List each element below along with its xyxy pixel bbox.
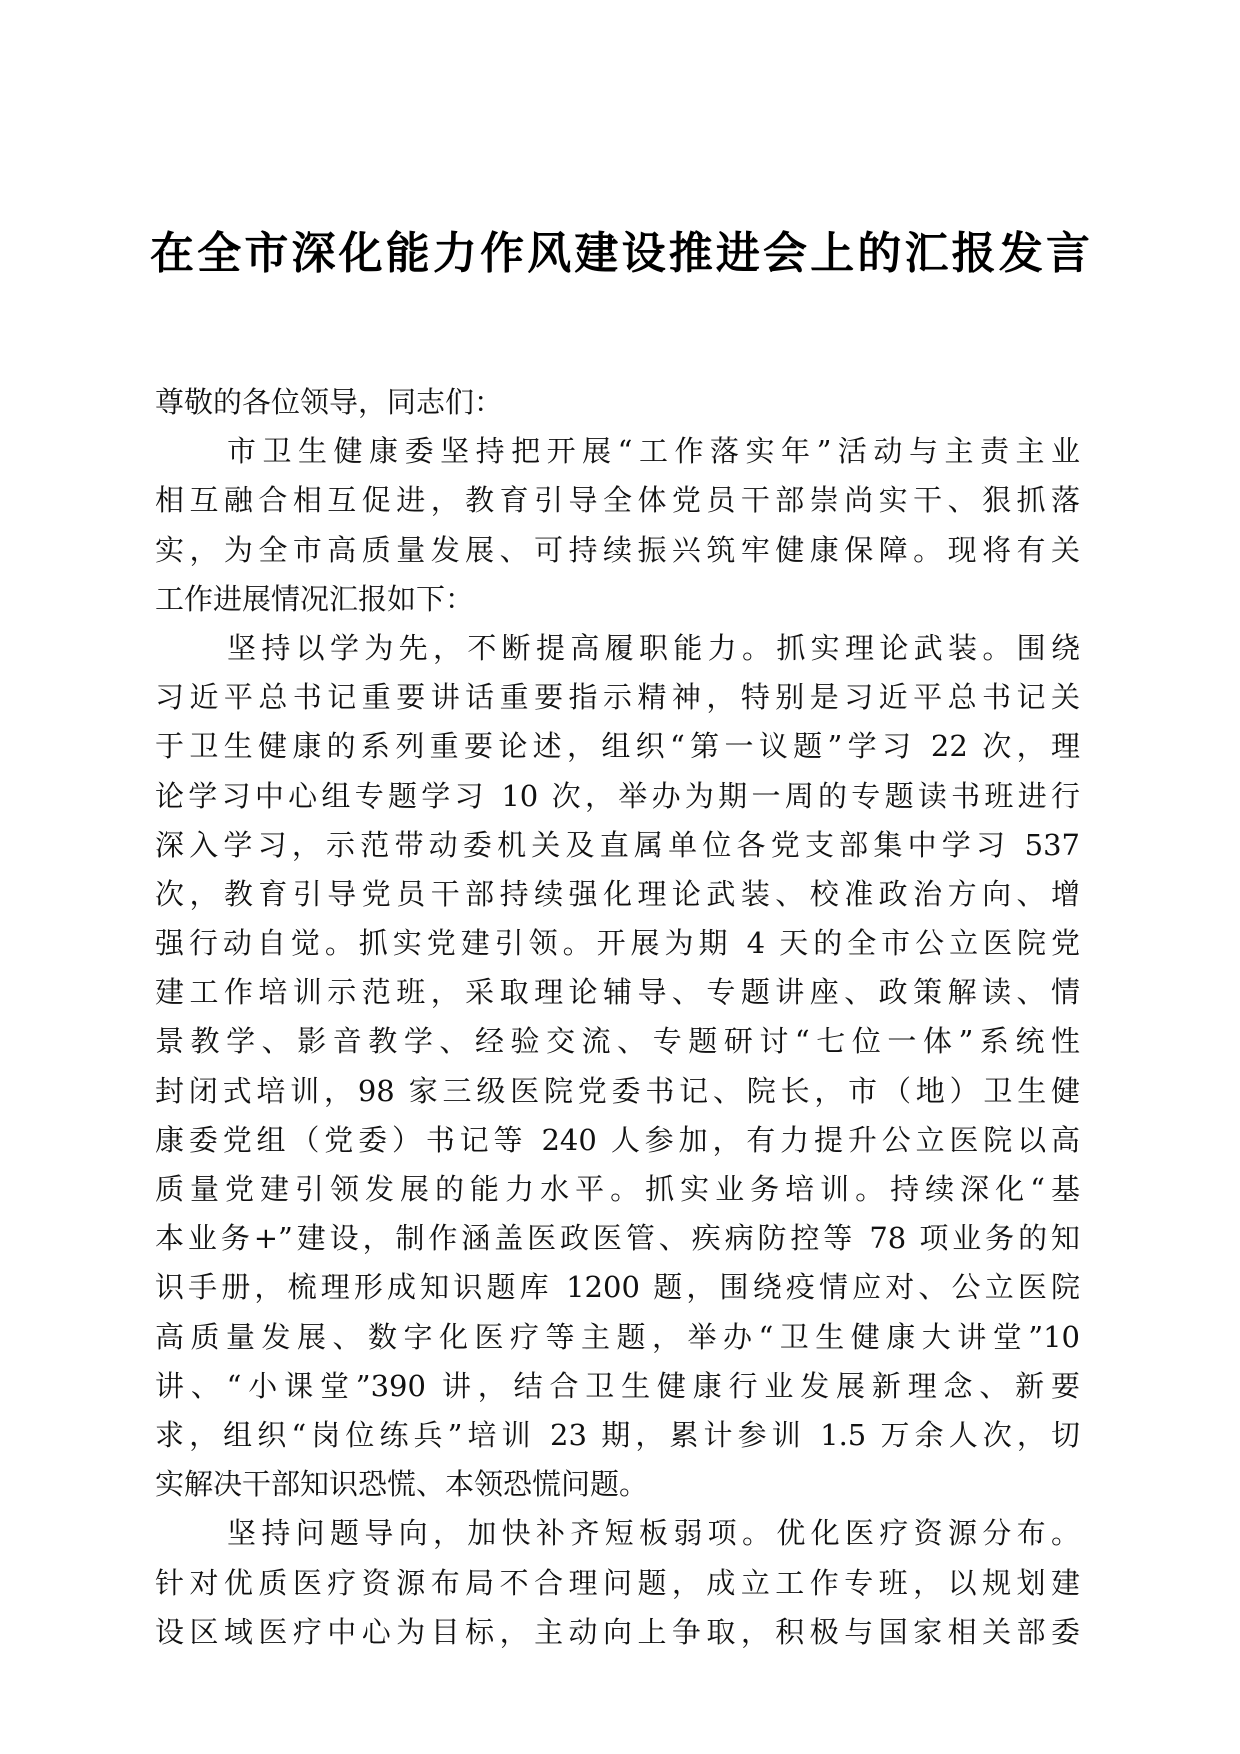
- text-line: 深入学习，示范带动委机关及直属单位各党支部集中学习 537: [155, 827, 1080, 862]
- text-line: 质量党建引领发展的能力水平。抓实业务培训。持续深化“基: [155, 1172, 1080, 1206]
- text-line: 论学习中心组专题学习 10 次，举办为期一周的专题读书班进行: [155, 778, 1080, 813]
- text-line: 实解决干部知识恐慌、本领恐慌问题。: [155, 1467, 649, 1502]
- text-line: 强行动自觉。抓实党建引领。开展为期 4 天的全市公立医院党: [155, 926, 1080, 961]
- text-line: 针对优质医疗资源布局不合理问题，成立工作专班，以规划建: [155, 1565, 1080, 1600]
- text-line: 市卫生健康委坚持把开展“工作落实年”活动与主责主业: [227, 434, 1080, 469]
- text-line: 求，组织“岗位练兵”培训 23 期，累计参训 1.5 万余人次，切: [155, 1417, 1080, 1452]
- text-line: 实，为全市高质量发展、可持续振兴筑牢健康保障。现将有关: [155, 532, 1080, 567]
- text-line: 康委党组（党委）书记等 240 人参加，有力提升公立医院以高: [155, 1122, 1080, 1157]
- text-line: 讲、“小课堂”390 讲，结合卫生健康行业发展新理念、新要: [155, 1368, 1080, 1403]
- text-line: 识手册，梳理形成知识题库 1200 题，围绕疫情应对、公立医院: [155, 1270, 1080, 1305]
- text-line: 建工作培训示范班，采取理论辅导、专题讲座、政策解读、情: [155, 975, 1080, 1010]
- text-line: 次，教育引导党员干部持续强化理论武装、校准政治方向、增: [155, 876, 1080, 911]
- text-line: 相互融合相互促进，教育引导全体党员干部崇尚实干、狠抓落: [155, 483, 1080, 518]
- text-line: 工作进展情况汇报如下：: [155, 581, 475, 616]
- text-line: 坚持以学为先，不断提高履职能力。抓实理论武装。围绕: [227, 630, 1080, 665]
- document-body: [155, 378, 1080, 1657]
- text-line: 习近平总书记重要讲话重要指示精神，特别是习近平总书记关: [155, 680, 1080, 715]
- text-line: 于卫生健康的系列重要论述，组织“第一议题”学习 22 次，理: [155, 729, 1080, 764]
- text-line: 坚持问题导向，加快补齐短板弱项。优化医疗资源分布。: [227, 1516, 1080, 1551]
- document-title: 在全市深化能力作风建设推进会上的汇报发言: [150, 228, 1090, 279]
- text-line: 高质量发展、数字化医疗等主题，举办“卫生健康大讲堂”10: [155, 1319, 1080, 1354]
- text-line: 封闭式培训，98 家三级医院党委书记、院长，市（地）卫生健: [155, 1073, 1080, 1108]
- text-line: 尊敬的各位领导，同志们：: [155, 385, 504, 419]
- text-line: 设区域医疗中心为目标，主动向上争取，积极与国家相关部委: [155, 1614, 1080, 1649]
- text-line: 景教学、影音教学、经验交流、专题研讨“七位一体”系统性: [155, 1024, 1080, 1059]
- text-line: 本业务+”建设，制作涵盖医政医管、疾病防控等 78 项业务的知: [155, 1221, 1080, 1256]
